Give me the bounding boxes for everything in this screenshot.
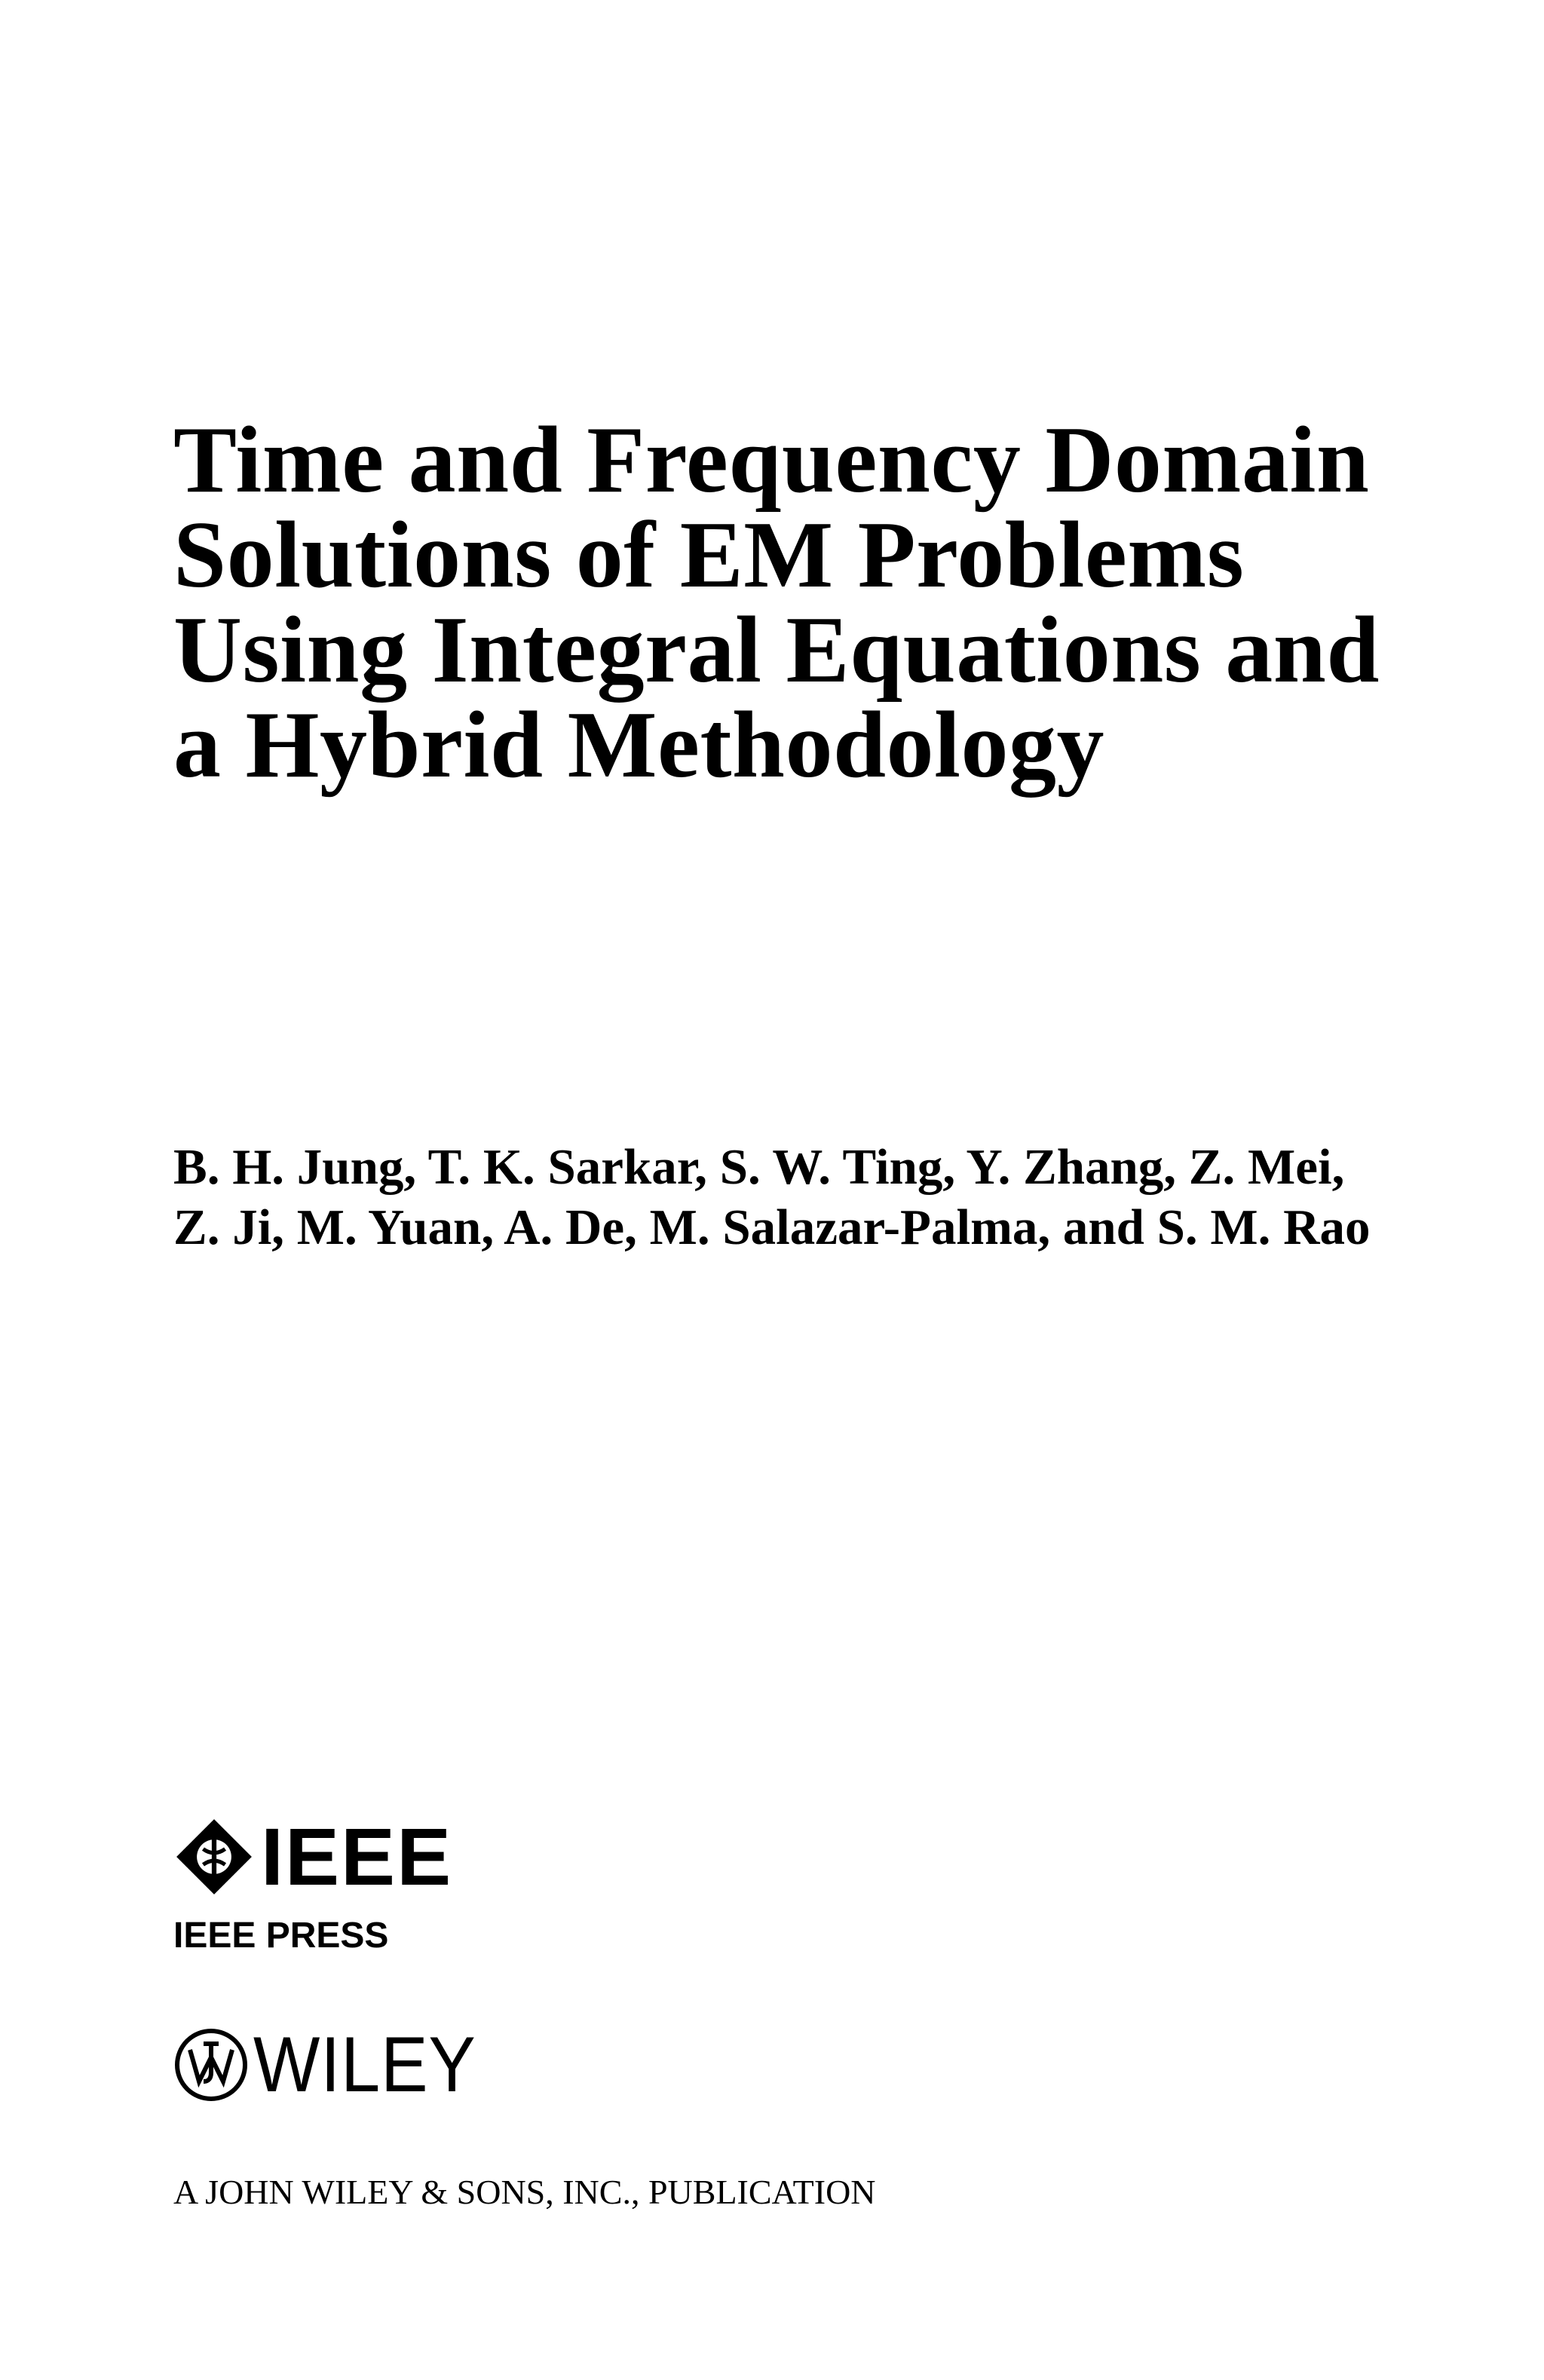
wiley-logo-text: WILEY — [253, 2021, 476, 2109]
publication-line: A JOHN WILEY & SONS, INC., PUBLICATION — [173, 2173, 876, 2211]
book-title-line-2: Solutions of EM Problems — [173, 503, 1245, 608]
book-title-line-1: Time and Frequency Domain — [173, 408, 1370, 513]
ieee-logo-text: IEEE — [261, 1811, 453, 1902]
author-list-line-1: B. H. Jung, T. K. Sarkar, S. W. Ting, Y. Zhang, Z. Mei, — [173, 1139, 1345, 1195]
book-title-line-3: Using Integral Equations and — [173, 598, 1380, 703]
book-title-line-4: a Hybrid Methodology — [173, 693, 1105, 798]
ieee-logo — [175, 1811, 453, 1902]
wiley-logo — [173, 2021, 501, 2109]
ieee-press-label: IEEE PRESS — [173, 1916, 389, 1956]
ieee-diamond-icon — [175, 1818, 253, 1896]
author-list — [173, 1137, 1515, 1257]
wiley-jw-icon — [173, 2027, 249, 2103]
book-title — [173, 408, 1500, 798]
author-list-line-2: Z. Ji, M. Yuan, A. De, M. Salazar-Palma, and S. M. Rao — [173, 1199, 1371, 1255]
